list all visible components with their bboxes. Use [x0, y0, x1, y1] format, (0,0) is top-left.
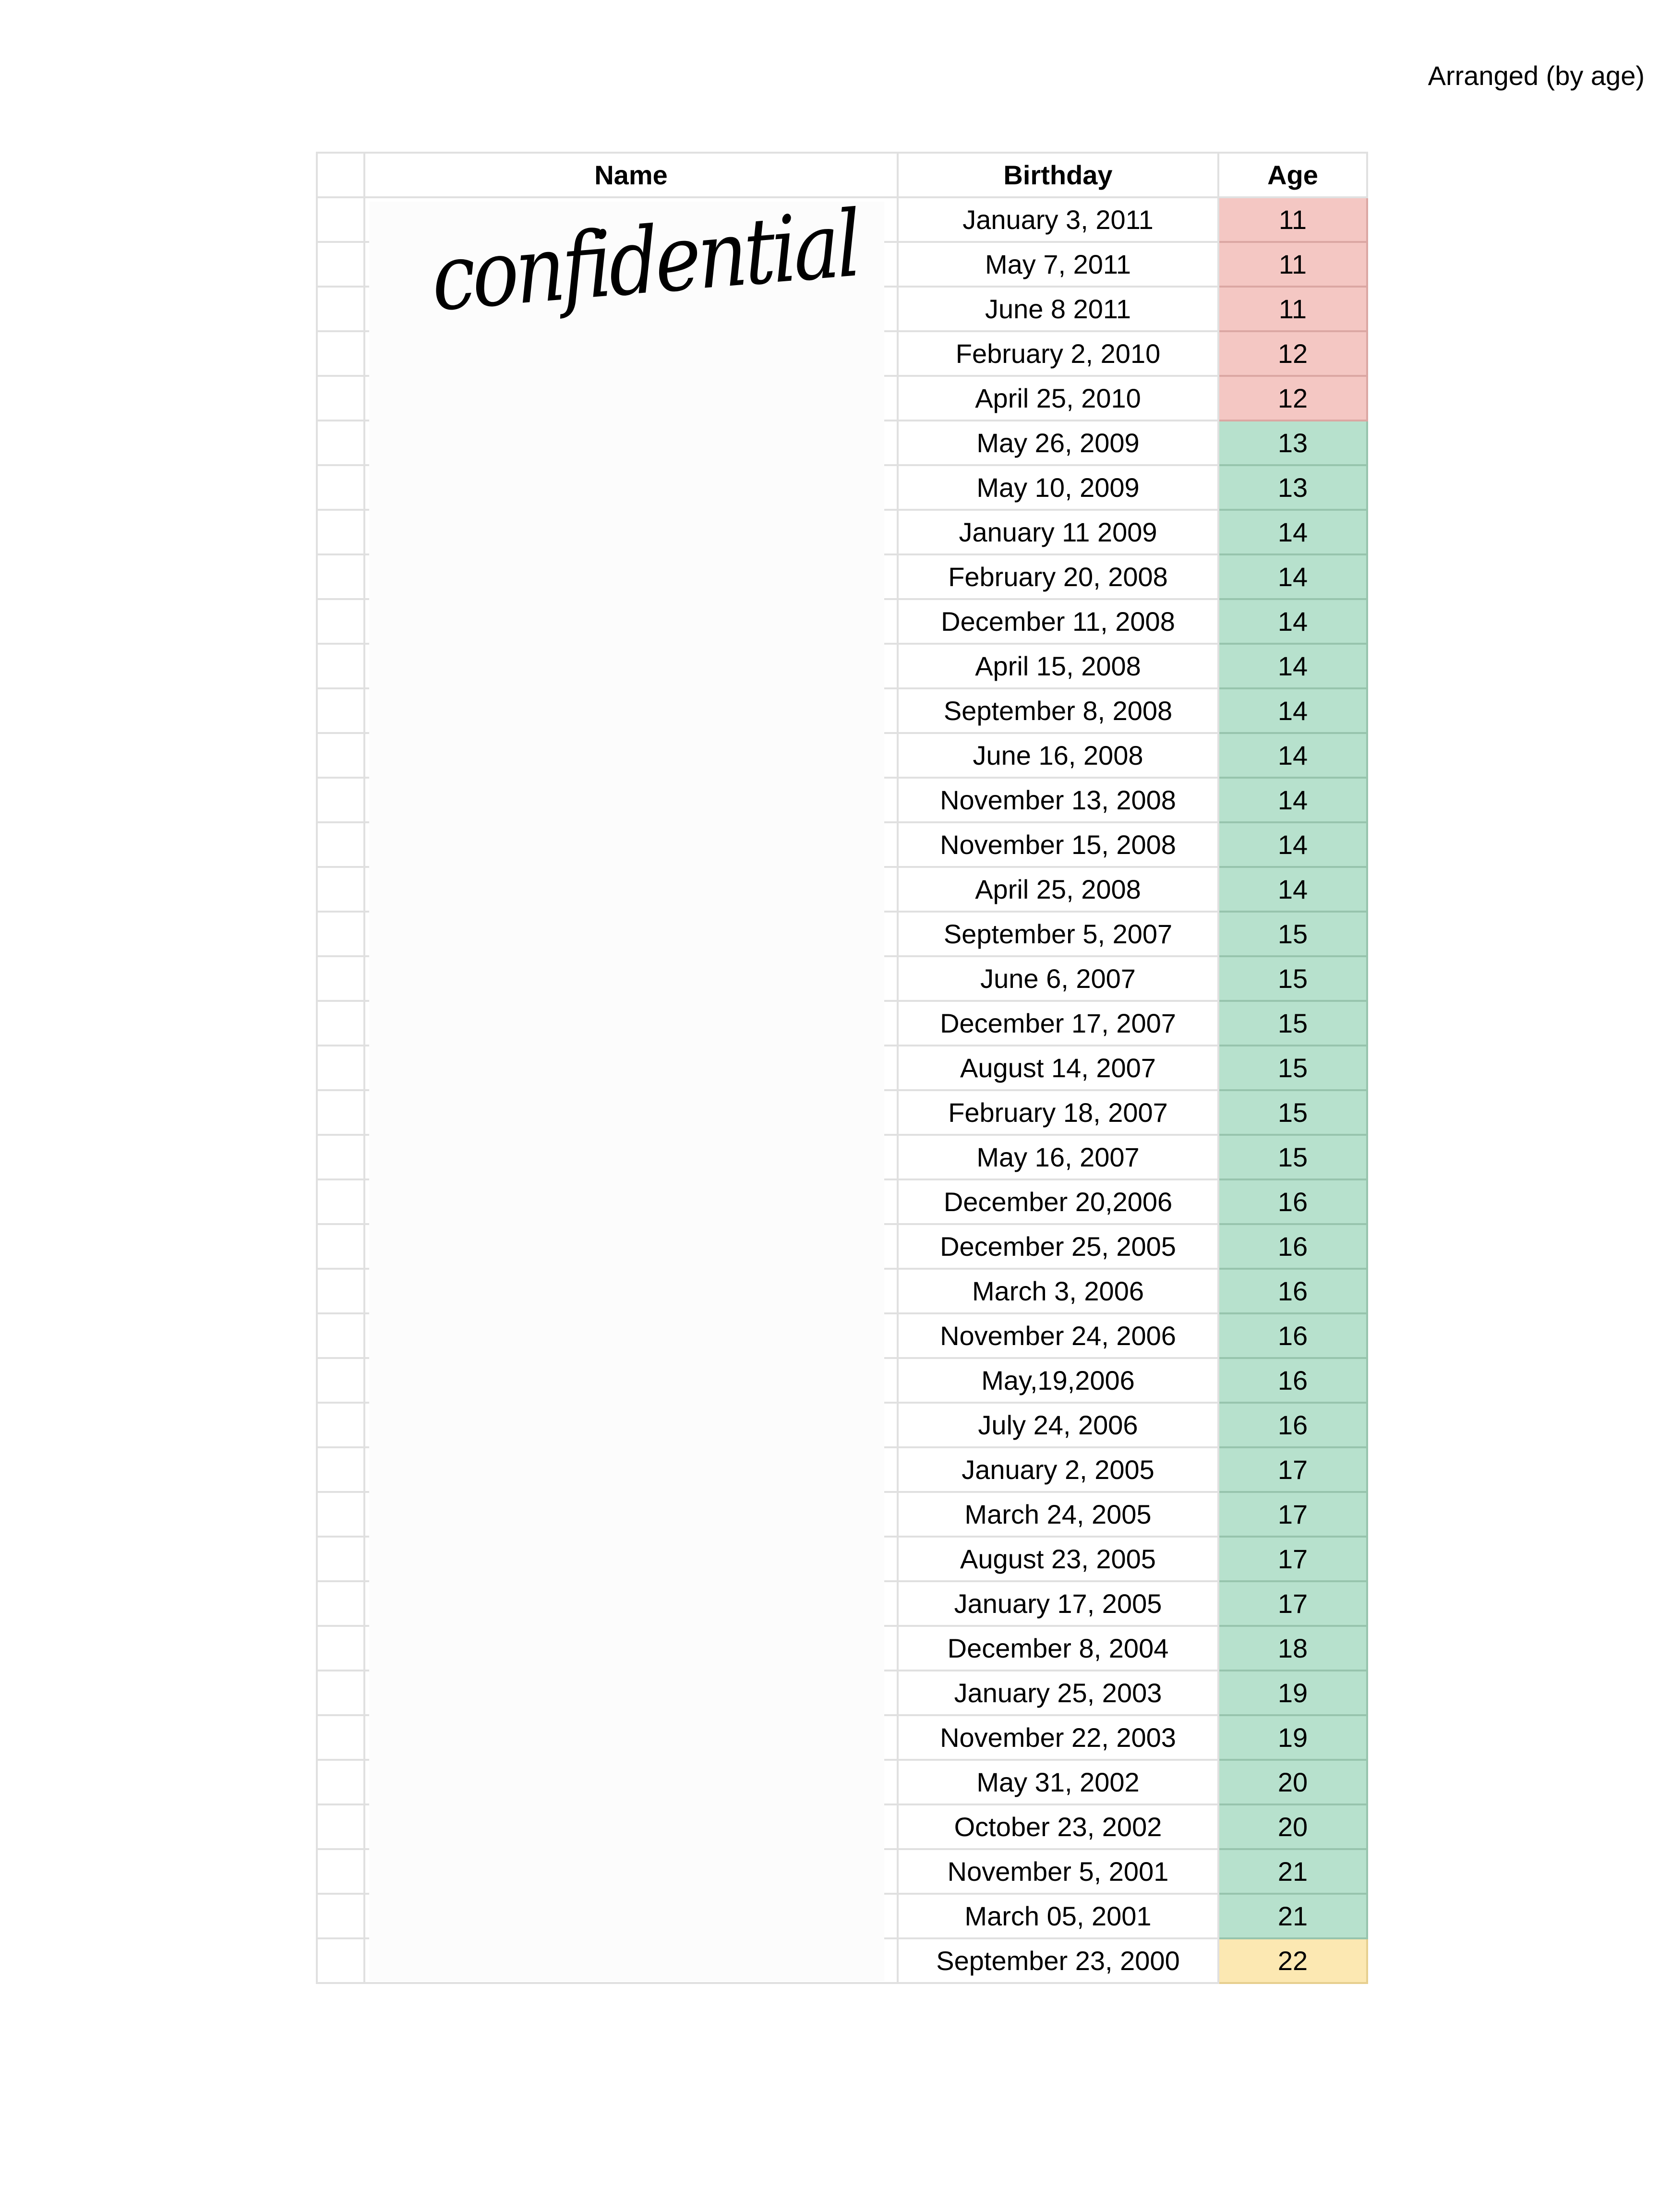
age-cell[interactable]: 12 [1219, 377, 1368, 421]
page-title: Arranged (by age) [1428, 60, 1645, 91]
row-number-cell[interactable] [318, 1493, 365, 1538]
row-number-cell[interactable] [318, 511, 365, 555]
age-cell[interactable]: 16 [1219, 1359, 1368, 1404]
birthday-cell[interactable]: May 31, 2002 [899, 1761, 1219, 1805]
age-cell[interactable]: 15 [1219, 957, 1368, 1002]
name-column-header[interactable]: Name [365, 154, 899, 198]
age-cell[interactable]: 12 [1219, 332, 1368, 377]
birthday-cell[interactable]: October 23, 2002 [899, 1805, 1219, 1850]
birthday-cell[interactable]: August 23, 2005 [899, 1538, 1219, 1582]
age-cell[interactable]: 14 [1219, 600, 1368, 645]
age-cell[interactable]: 21 [1219, 1895, 1368, 1939]
birthday-cell[interactable]: May 7, 2011 [899, 243, 1219, 288]
birthday-cell[interactable]: December 20,2006 [899, 1180, 1219, 1225]
birthday-cell[interactable]: April 25, 2010 [899, 377, 1219, 421]
age-cell[interactable]: 15 [1219, 1136, 1368, 1180]
birthday-cell[interactable]: November 24, 2006 [899, 1314, 1219, 1359]
age-cell[interactable]: 11 [1219, 288, 1368, 332]
birthday-cell[interactable]: June 6, 2007 [899, 957, 1219, 1002]
age-cell[interactable]: 20 [1219, 1805, 1368, 1850]
birthday-cell[interactable]: December 11, 2008 [899, 600, 1219, 645]
birthday-cell[interactable]: December 25, 2005 [899, 1225, 1219, 1270]
birthday-cell[interactable]: September 8, 2008 [899, 689, 1219, 734]
row-number-cell[interactable] [318, 1761, 365, 1805]
birthday-cell[interactable]: November 5, 2001 [899, 1850, 1219, 1895]
birthday-cell[interactable]: May 10, 2009 [899, 466, 1219, 511]
row-number-cell[interactable] [318, 913, 365, 957]
age-cell[interactable]: 13 [1219, 421, 1368, 466]
row-number-cell[interactable] [318, 1939, 365, 1984]
row-number-cell[interactable] [318, 1448, 365, 1493]
row-number-cell[interactable] [318, 555, 365, 600]
birthday-cell[interactable]: September 23, 2000 [899, 1939, 1219, 1984]
age-cell[interactable]: 17 [1219, 1538, 1368, 1582]
row-number-cell[interactable] [318, 1404, 365, 1448]
age-cell[interactable]: 22 [1219, 1939, 1368, 1984]
age-cell[interactable]: 15 [1219, 1091, 1368, 1136]
age-cell[interactable]: 14 [1219, 823, 1368, 868]
birthday-cell[interactable]: August 14, 2007 [899, 1046, 1219, 1091]
birthday-cell[interactable]: November 13, 2008 [899, 779, 1219, 823]
age-cell[interactable]: 14 [1219, 734, 1368, 779]
row-number-cell[interactable] [318, 377, 365, 421]
row-number-cell[interactable] [318, 957, 365, 1002]
birthday-cell[interactable]: March 3, 2006 [899, 1270, 1219, 1314]
age-cell[interactable]: 14 [1219, 645, 1368, 689]
age-cell[interactable]: 16 [1219, 1225, 1368, 1270]
birthday-cell[interactable]: February 2, 2010 [899, 332, 1219, 377]
birthday-cell[interactable]: February 20, 2008 [899, 555, 1219, 600]
row-number-cell[interactable] [318, 823, 365, 868]
birthday-cell[interactable]: February 18, 2007 [899, 1091, 1219, 1136]
birthday-column-header[interactable]: Birthday [899, 154, 1219, 198]
row-number-cell[interactable] [318, 734, 365, 779]
age-cell[interactable]: 14 [1219, 511, 1368, 555]
birthday-cell[interactable]: December 8, 2004 [899, 1627, 1219, 1671]
row-number-cell[interactable] [318, 1538, 365, 1582]
row-number-cell[interactable] [318, 288, 365, 332]
row-number-cell[interactable] [318, 1850, 365, 1895]
birthday-cell[interactable]: April 15, 2008 [899, 645, 1219, 689]
row-number-cell[interactable] [318, 1270, 365, 1314]
row-number-cell[interactable] [318, 198, 365, 243]
age-cell[interactable]: 17 [1219, 1493, 1368, 1538]
row-number-cell[interactable] [318, 1716, 365, 1761]
row-number-cell[interactable] [318, 1091, 365, 1136]
age-cell[interactable]: 16 [1219, 1270, 1368, 1314]
birthday-cell[interactable]: May 26, 2009 [899, 421, 1219, 466]
birthday-cell[interactable]: January 3, 2011 [899, 198, 1219, 243]
row-number-cell[interactable] [318, 421, 365, 466]
row-number-cell[interactable] [318, 1582, 365, 1627]
age-cell[interactable]: 14 [1219, 555, 1368, 600]
age-cell[interactable]: 18 [1219, 1627, 1368, 1671]
age-cell[interactable]: 20 [1219, 1761, 1368, 1805]
age-cell[interactable]: 19 [1219, 1671, 1368, 1716]
row-number-cell[interactable] [318, 868, 365, 913]
age-cell[interactable]: 16 [1219, 1404, 1368, 1448]
row-number-cell[interactable] [318, 1671, 365, 1716]
row-number-cell[interactable] [318, 1046, 365, 1091]
age-cell[interactable]: 15 [1219, 913, 1368, 957]
row-number-cell[interactable] [318, 645, 365, 689]
age-cell[interactable]: 15 [1219, 1046, 1368, 1091]
age-cell[interactable]: 11 [1219, 243, 1368, 288]
age-cell[interactable]: 19 [1219, 1716, 1368, 1761]
row-number-cell[interactable] [318, 466, 365, 511]
row-number-cell[interactable] [318, 1180, 365, 1225]
birthday-cell[interactable]: June 8 2011 [899, 288, 1219, 332]
row-number-cell[interactable] [318, 1627, 365, 1671]
age-cell[interactable]: 21 [1219, 1850, 1368, 1895]
row-number-cell[interactable] [318, 1314, 365, 1359]
birthday-cell[interactable]: July 24, 2006 [899, 1404, 1219, 1448]
confidential-handwriting: confidential [429, 191, 861, 332]
birthday-cell[interactable]: January 2, 2005 [899, 1448, 1219, 1493]
row-number-cell[interactable] [318, 1002, 365, 1046]
birthday-cell[interactable]: January 25, 2003 [899, 1671, 1219, 1716]
row-number-cell[interactable] [318, 600, 365, 645]
age-cell[interactable]: 13 [1219, 466, 1368, 511]
age-column-header[interactable]: Age [1219, 154, 1368, 198]
row-number-header [318, 154, 365, 198]
birthday-cell[interactable]: January 11 2009 [899, 511, 1219, 555]
redacted-name-area [369, 202, 884, 1981]
age-cell[interactable]: 14 [1219, 868, 1368, 913]
birthday-cell[interactable]: January 17, 2005 [899, 1582, 1219, 1627]
row-number-cell[interactable] [318, 1225, 365, 1270]
row-number-cell[interactable] [318, 1136, 365, 1180]
row-number-cell[interactable] [318, 1805, 365, 1850]
age-cell[interactable]: 16 [1219, 1314, 1368, 1359]
row-number-cell[interactable] [318, 779, 365, 823]
birthday-cell[interactable]: December 17, 2007 [899, 1002, 1219, 1046]
age-cell[interactable]: 16 [1219, 1180, 1368, 1225]
row-number-cell[interactable] [318, 332, 365, 377]
age-cell[interactable]: 14 [1219, 779, 1368, 823]
birthday-cell[interactable]: June 16, 2008 [899, 734, 1219, 779]
row-number-cell[interactable] [318, 1359, 365, 1404]
age-cell[interactable]: 17 [1219, 1448, 1368, 1493]
birthday-cell[interactable]: March 24, 2005 [899, 1493, 1219, 1538]
row-number-cell[interactable] [318, 1895, 365, 1939]
birthday-cell[interactable]: March 05, 2001 [899, 1895, 1219, 1939]
row-number-cell[interactable] [318, 243, 365, 288]
birthday-cell[interactable]: May,19,2006 [899, 1359, 1219, 1404]
birthday-cell[interactable]: November 22, 2003 [899, 1716, 1219, 1761]
birthday-cell[interactable]: November 15, 2008 [899, 823, 1219, 868]
birthday-cell[interactable]: September 5, 2007 [899, 913, 1219, 957]
birthday-cell[interactable]: April 25, 2008 [899, 868, 1219, 913]
age-cell[interactable]: 15 [1219, 1002, 1368, 1046]
birthday-cell[interactable]: May 16, 2007 [899, 1136, 1219, 1180]
row-number-cell[interactable] [318, 689, 365, 734]
age-cell[interactable]: 11 [1219, 198, 1368, 243]
age-cell[interactable]: 17 [1219, 1582, 1368, 1627]
age-cell[interactable]: 14 [1219, 689, 1368, 734]
